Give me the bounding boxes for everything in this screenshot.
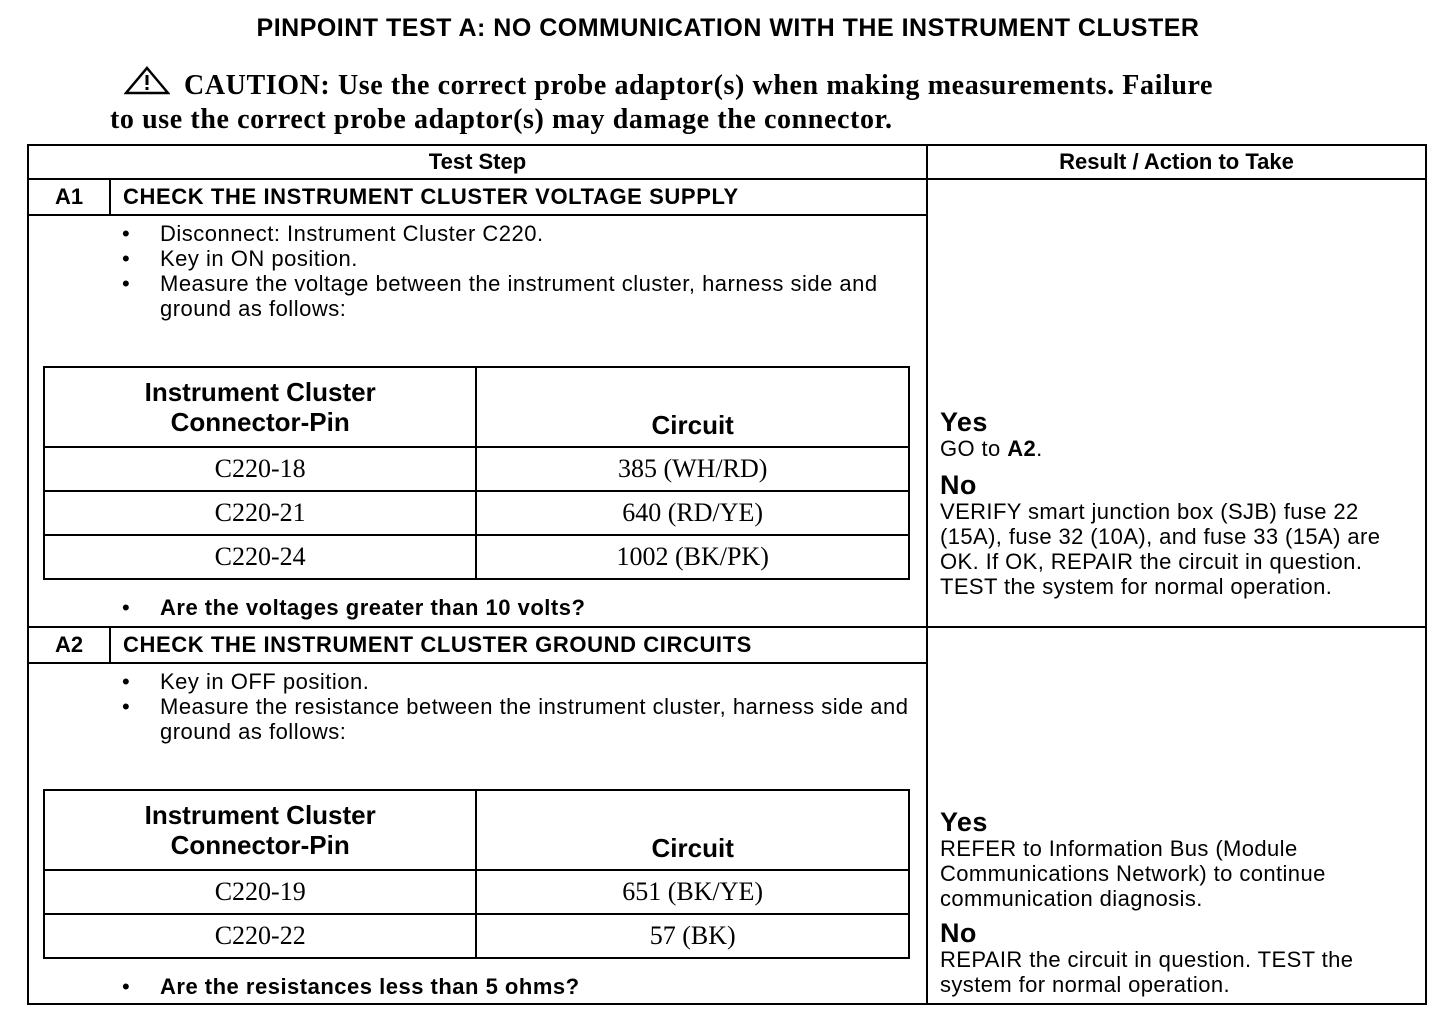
table-cell: C220-24 [44,535,476,579]
table-cell: 57 (BK) [476,914,909,958]
table-cell: C220-22 [44,914,476,958]
table-row [44,491,909,535]
list-item: • Key in ON position. [120,246,880,271]
header-test-step: Test Step [428,149,527,174]
list-item: • Measure the voltage between the instrument cluster, harness side and ground as follows: [120,271,880,321]
table-cell: C220-18 [44,447,476,491]
step-a2-id: A2 [54,632,84,657]
step-a1-title: CHECK THE INSTRUMENT CLUSTER VOLTAGE SUPPLY [123,184,739,209]
step-a2-instructions [120,669,920,744]
pin-table-header-circuit: Circuit [476,790,909,870]
list-item: • Measure the resistance between the instrument cluster, harness side and ground as follows: [120,694,920,744]
column-divider [926,144,928,1005]
step-a2-pin-table [43,789,910,959]
list-item: • Disconnect: Instrument Cluster C220. [120,221,880,246]
pin-table-header-connector: Instrument Cluster Connector-Pin [44,367,476,447]
header-result-action: Result / Action to Take [1059,149,1294,174]
result-yes-text [940,436,1420,461]
caution-line-2: to use the correct probe adaptor(s) may damage the connector. [110,104,893,135]
table-row [44,870,909,914]
table-row [44,914,909,958]
result-yes-step-ref: A2 [1007,436,1037,461]
table-cell: 1002 (BK/PK) [476,535,909,579]
page-title: PINPOINT TEST A: NO COMMUNICATION WITH THE INSTRUMENT CLUSTER [256,14,1200,42]
warning-triangle-icon [124,66,170,104]
step-a2-title-divider [27,662,928,664]
step-a1-instructions [120,221,880,321]
list-item: • Key in OFF position. [120,669,920,694]
step-a1-result [940,408,1420,599]
result-no-text: REPAIR the circuit in question. TEST the system for normal operation. [940,947,1354,997]
table-cell: C220-21 [44,491,476,535]
result-yes-label: Yes [940,407,988,437]
step-a1-pin-table [43,366,910,580]
result-no-text: VERIFY smart junction box (SJB) fuse 22 (15A), fuse 32 (10A), and fuse 33 (15A) are OK. If OK, REPAIR the circuit in question. TEST the system for normal operation. [940,499,1381,599]
table-cell: 385 (WH/RD) [476,447,909,491]
pin-table-header-connector: Instrument Cluster Connector-Pin [44,790,476,870]
table-cell: 640 (RD/YE) [476,491,909,535]
table-row [44,447,909,491]
result-yes-prefix: GO to [940,436,1008,461]
caution-note [110,70,1340,136]
table-row [44,535,909,579]
step-a2-question: • Are the resistances less than 5 ohms? [120,974,580,1000]
step-a2-id-divider [109,626,111,664]
table-cell: C220-19 [44,870,476,914]
step-a1-title-divider [27,214,928,216]
table-cell: 651 (BK/YE) [476,870,909,914]
step-a2-result [940,808,1420,997]
step-a2-title: CHECK THE INSTRUMENT CLUSTER GROUND CIRCUITS [123,632,752,657]
step-a1-question: • Are the voltages greater than 10 volts? [120,595,585,621]
result-no-label: No [940,918,977,948]
result-yes-text: REFER to Information Bus (Module Communications Network) to continue communication diagnosis. [940,836,1326,911]
result-yes-suffix: . [1036,436,1043,461]
result-yes-label: Yes [940,807,988,837]
step-a1-id: A1 [54,184,84,209]
result-no-label: No [940,470,977,500]
pin-table-header-circuit: Circuit [476,367,909,447]
step-a1-id-divider [109,178,111,216]
caution-line-1: CAUTION: Use the correct probe adaptor(s) when making measurements. Failure [184,70,1214,101]
